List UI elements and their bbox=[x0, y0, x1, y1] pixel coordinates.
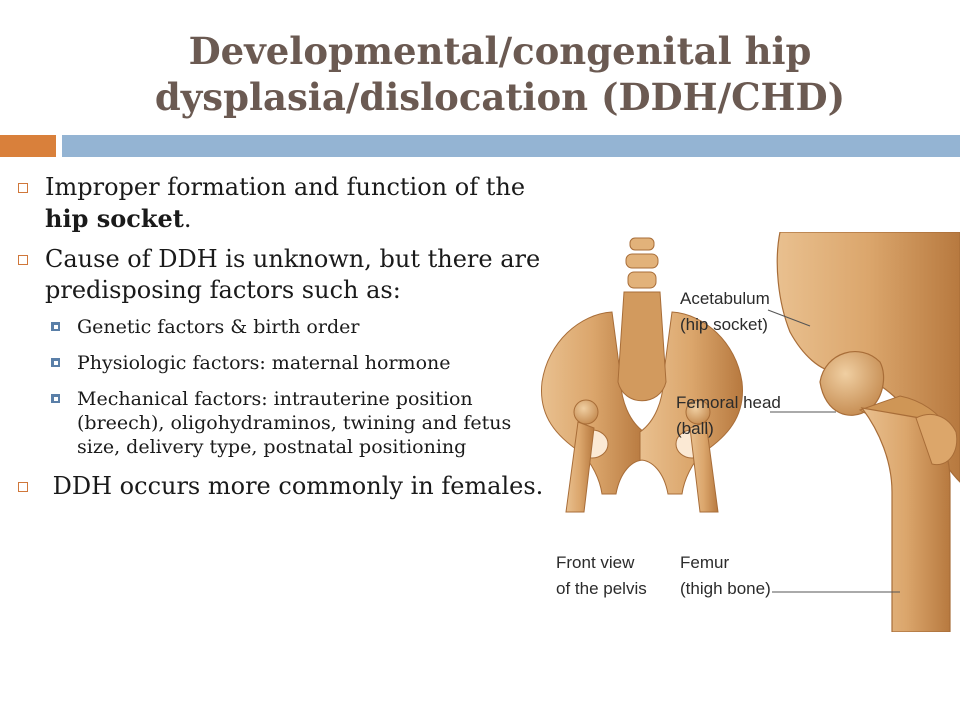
bullet-list bbox=[18, 172, 548, 511]
slide-title bbox=[100, 28, 900, 120]
sub-bullet-square-icon bbox=[51, 394, 60, 403]
accent-bar-orange bbox=[0, 135, 56, 157]
bullet-square-icon bbox=[18, 183, 28, 193]
sub-bullet-text: Mechanical factors: intrauterine position (breech), oligohydraminos, twining and fetus size, delivery type, postnatal positioning bbox=[77, 388, 512, 458]
bullet-text: Improper formation and function of the bbox=[45, 173, 526, 201]
sub-bullet-square-icon bbox=[51, 358, 60, 367]
bullet-item bbox=[18, 471, 548, 502]
femur-label: Femur bbox=[680, 553, 730, 572]
bullet-item bbox=[18, 244, 548, 306]
sub-bullet-item bbox=[18, 315, 548, 339]
bullet-item bbox=[18, 172, 548, 235]
bullet-square-icon bbox=[18, 255, 28, 265]
hip-joint-closeup-icon bbox=[777, 232, 960, 632]
femur-label-sub: (thigh bone) bbox=[680, 579, 771, 598]
bullet-bold-text: hip socket bbox=[45, 204, 184, 233]
title-line-1: Developmental/congenital hip bbox=[188, 29, 812, 73]
sub-bullet-list bbox=[18, 315, 548, 459]
acetabulum-label-sub: (hip socket) bbox=[680, 315, 768, 334]
front-view-label-sub: of the pelvis bbox=[556, 579, 647, 598]
bullet-text: Cause of DDH is unknown, but there are predisposing factors such as: bbox=[45, 245, 541, 304]
pelvis-front-view-icon bbox=[541, 238, 742, 512]
title-line-2: dysplasia/dislocation (DDH/CHD) bbox=[154, 75, 846, 119]
bullet-square-icon bbox=[18, 482, 28, 492]
accent-bar-blue bbox=[62, 135, 960, 157]
bullet-text: . bbox=[183, 205, 192, 233]
sub-bullet-item bbox=[18, 387, 548, 459]
bullet-text: DDH occurs more commonly in females. bbox=[45, 472, 544, 500]
front-view-label: Front view bbox=[556, 553, 635, 572]
hip-anatomy-illustration bbox=[520, 232, 960, 632]
femoral-head-label: Femoral head bbox=[676, 393, 781, 412]
acetabulum-label: Acetabulum bbox=[680, 289, 770, 308]
sub-bullet-item bbox=[18, 351, 548, 375]
sub-bullet-text: Genetic factors & birth order bbox=[77, 316, 360, 338]
sub-bullet-square-icon bbox=[51, 322, 60, 331]
femoral-head-label-sub: (ball) bbox=[676, 419, 714, 438]
sub-bullet-text: Physiologic factors: maternal hormone bbox=[77, 352, 451, 374]
